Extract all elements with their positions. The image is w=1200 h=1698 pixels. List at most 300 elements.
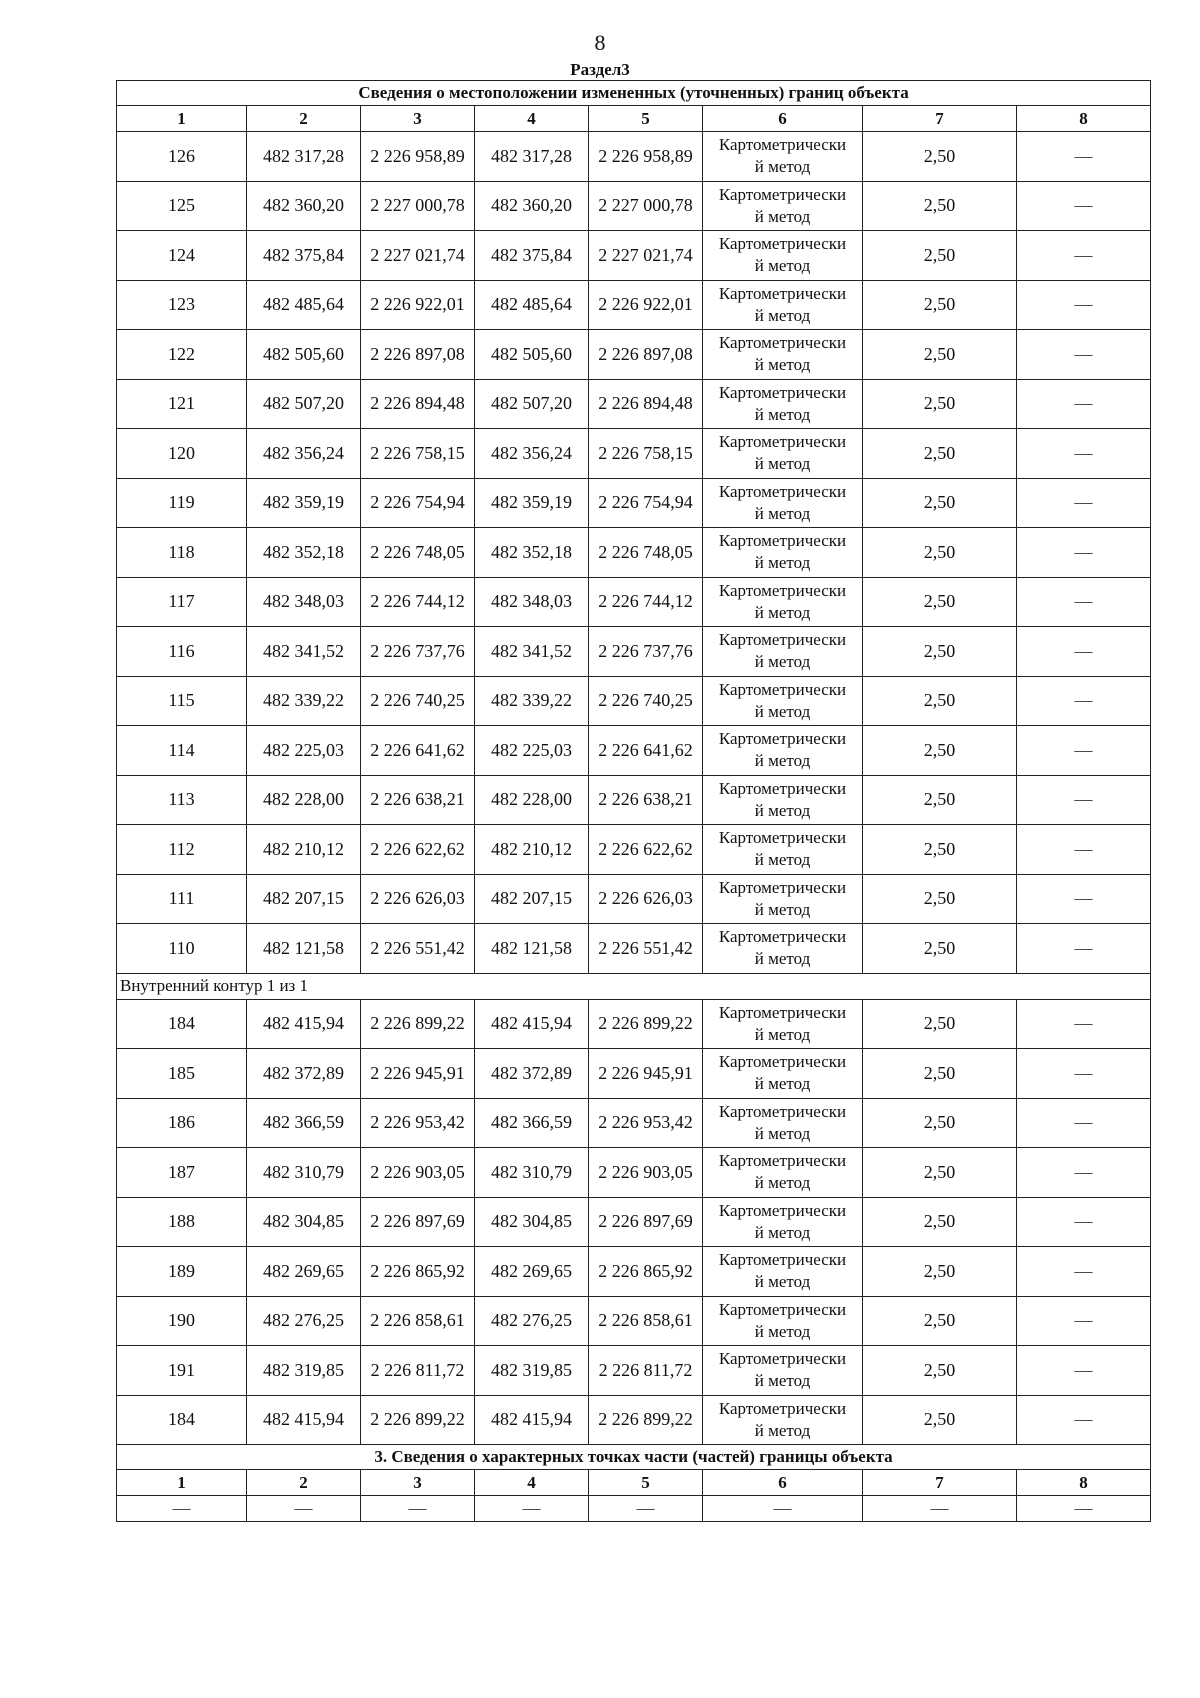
method-cell (703, 1098, 863, 1148)
y-existing-cell: 2 226 858,61 (361, 1296, 475, 1346)
x-existing-cell: 482 210,12 (247, 825, 361, 875)
x-existing-cell: 482 310,79 (247, 1148, 361, 1198)
method-line-1: Картометрически (718, 481, 847, 501)
y-existing-cell: 2 226 945,91 (361, 1049, 475, 1099)
part-column-number: 3 (361, 1470, 475, 1496)
note-cell: — (1017, 478, 1151, 528)
x-new-cell: 482 507,20 (475, 379, 589, 429)
y-existing-cell: 2 226 626,03 (361, 874, 475, 924)
y-existing-cell: 2 226 894,48 (361, 379, 475, 429)
x-new-cell: 482 269,65 (475, 1247, 589, 1297)
method-line-1: Картометрически (718, 630, 847, 650)
note-cell: — (1017, 627, 1151, 677)
method-line-2: й метод (754, 949, 811, 969)
section-title: Раздел3 (570, 60, 630, 79)
table-row (117, 1049, 1151, 1099)
y-new-cell: 2 226 737,76 (589, 627, 703, 677)
note-cell: — (1017, 280, 1151, 330)
precision-cell: 2,50 (863, 478, 1017, 528)
y-new-cell: 2 226 641,62 (589, 726, 703, 776)
method-line-1: Картометрически (718, 1250, 847, 1270)
y-existing-cell: 2 226 748,05 (361, 528, 475, 578)
x-existing-cell: 482 366,59 (247, 1098, 361, 1148)
x-new-cell: 482 505,60 (475, 330, 589, 380)
note-cell: — (1017, 1296, 1151, 1346)
x-new-cell: 482 415,94 (475, 999, 589, 1049)
method-line-2: й метод (754, 751, 811, 771)
method-line-1: Картометрически (718, 778, 847, 798)
method-line-2: й метод (754, 404, 811, 424)
method-line-1: Картометрически (718, 1200, 847, 1220)
method-line-1: Картометрически (718, 531, 847, 551)
point-number-cell: 117 (117, 577, 247, 627)
table-row (117, 330, 1151, 380)
method-line-1: Картометрически (718, 927, 847, 947)
note-cell: — (1017, 577, 1151, 627)
y-existing-cell: 2 226 754,94 (361, 478, 475, 528)
method-line-2: й метод (754, 1420, 811, 1440)
point-number-cell: 118 (117, 528, 247, 578)
note-cell: — (1017, 999, 1151, 1049)
x-existing-cell: 482 372,89 (247, 1049, 361, 1099)
part-caption-row (117, 1445, 1151, 1470)
table-row (117, 1395, 1151, 1445)
part-column-number: 7 (863, 1470, 1017, 1496)
column-number: 5 (589, 106, 703, 132)
note-cell: — (1017, 1049, 1151, 1099)
method-line-1: Картометрически (718, 1151, 847, 1171)
x-existing-cell: 482 356,24 (247, 429, 361, 479)
method-line-1: Картометрически (718, 580, 847, 600)
precision-cell: 2,50 (863, 775, 1017, 825)
point-number-cell: 185 (117, 1049, 247, 1099)
note-cell: — (1017, 528, 1151, 578)
empty-cell: — (1017, 1496, 1151, 1522)
y-existing-cell: 2 227 021,74 (361, 231, 475, 281)
x-new-cell: 482 485,64 (475, 280, 589, 330)
method-cell (703, 1148, 863, 1198)
part-column-number: 4 (475, 1470, 589, 1496)
method-line-1: Картометрически (718, 184, 847, 204)
precision-cell: 2,50 (863, 999, 1017, 1049)
method-cell (703, 676, 863, 726)
table-row (117, 775, 1151, 825)
note-cell: — (1017, 924, 1151, 974)
x-new-cell: 482 372,89 (475, 1049, 589, 1099)
precision-cell: 2,50 (863, 1148, 1017, 1198)
precision-cell: 2,50 (863, 1247, 1017, 1297)
method-cell (703, 478, 863, 528)
x-existing-cell: 482 485,64 (247, 280, 361, 330)
table-row (117, 999, 1151, 1049)
table-row (117, 1197, 1151, 1247)
method-cell (703, 627, 863, 677)
method-cell (703, 577, 863, 627)
note-cell: — (1017, 676, 1151, 726)
x-existing-cell: 482 319,85 (247, 1346, 361, 1396)
column-number: 2 (247, 106, 361, 132)
method-cell (703, 825, 863, 875)
part-column-number-row (117, 1470, 1151, 1496)
table-row (117, 924, 1151, 974)
y-existing-cell: 2 226 758,15 (361, 429, 475, 479)
x-new-cell: 482 356,24 (475, 429, 589, 479)
point-number-cell: 191 (117, 1346, 247, 1396)
point-number-cell: 184 (117, 999, 247, 1049)
y-new-cell: 2 226 865,92 (589, 1247, 703, 1297)
column-number: 1 (117, 106, 247, 132)
precision-cell: 2,50 (863, 874, 1017, 924)
table-row (117, 528, 1151, 578)
x-existing-cell: 482 352,18 (247, 528, 361, 578)
method-cell (703, 775, 863, 825)
note-cell: — (1017, 874, 1151, 924)
method-cell (703, 874, 863, 924)
table-row (117, 1098, 1151, 1148)
point-number-cell: 189 (117, 1247, 247, 1297)
table-row (117, 1148, 1151, 1198)
method-line-1: Картометрически (718, 828, 847, 848)
point-number-cell: 112 (117, 825, 247, 875)
precision-cell: 2,50 (863, 924, 1017, 974)
method-line-1: Картометрически (718, 135, 847, 155)
note-cell: — (1017, 330, 1151, 380)
method-line-2: й метод (754, 454, 811, 474)
y-existing-cell: 2 226 641,62 (361, 726, 475, 776)
x-new-cell: 482 348,03 (475, 577, 589, 627)
contour-label-row (117, 973, 1151, 999)
note-cell: — (1017, 231, 1151, 281)
y-new-cell: 2 226 758,15 (589, 429, 703, 479)
note-cell: — (1017, 1098, 1151, 1148)
y-existing-cell: 2 226 899,22 (361, 1395, 475, 1445)
y-new-cell: 2 226 811,72 (589, 1346, 703, 1396)
empty-cell: — (589, 1496, 703, 1522)
point-number-cell: 119 (117, 478, 247, 528)
note-cell: — (1017, 775, 1151, 825)
method-line-2: й метод (754, 1371, 811, 1391)
y-new-cell: 2 226 903,05 (589, 1148, 703, 1198)
y-new-cell: 2 227 000,78 (589, 181, 703, 231)
method-line-1: Картометрически (718, 1002, 847, 1022)
point-number-cell: 124 (117, 231, 247, 281)
method-line-2: й метод (754, 652, 811, 672)
part-column-number: 8 (1017, 1470, 1151, 1496)
method-cell (703, 429, 863, 479)
table-caption-row (117, 81, 1151, 106)
x-new-cell: 482 210,12 (475, 825, 589, 875)
table-row (117, 280, 1151, 330)
precision-cell: 2,50 (863, 1197, 1017, 1247)
y-existing-cell: 2 226 737,76 (361, 627, 475, 677)
y-new-cell: 2 226 897,08 (589, 330, 703, 380)
method-cell (703, 132, 863, 182)
table-row (117, 874, 1151, 924)
method-line-2: й метод (754, 850, 811, 870)
x-new-cell: 482 352,18 (475, 528, 589, 578)
x-new-cell: 482 310,79 (475, 1148, 589, 1198)
method-line-1: Картометрически (718, 1398, 847, 1418)
empty-cell: — (703, 1496, 863, 1522)
empty-cell: — (361, 1496, 475, 1522)
point-number-cell: 126 (117, 132, 247, 182)
table-row (117, 181, 1151, 231)
contour-label: Внутренний контур 1 из 1 (117, 973, 1151, 999)
method-cell (703, 924, 863, 974)
method-line-1: Картометрически (718, 283, 847, 303)
method-line-1: Картометрически (718, 1299, 847, 1319)
x-existing-cell: 482 507,20 (247, 379, 361, 429)
method-cell (703, 1197, 863, 1247)
precision-cell: 2,50 (863, 132, 1017, 182)
x-new-cell: 482 366,59 (475, 1098, 589, 1148)
table-row (117, 627, 1151, 677)
method-line-1: Картометрически (718, 1349, 847, 1369)
y-existing-cell: 2 226 551,42 (361, 924, 475, 974)
table-row (117, 1346, 1151, 1396)
note-cell: — (1017, 1395, 1151, 1445)
method-line-2: й метод (754, 1173, 811, 1193)
point-number-cell: 120 (117, 429, 247, 479)
y-new-cell: 2 226 858,61 (589, 1296, 703, 1346)
method-line-1: Картометрически (718, 382, 847, 402)
precision-cell: 2,50 (863, 1346, 1017, 1396)
y-new-cell: 2 226 945,91 (589, 1049, 703, 1099)
x-existing-cell: 482 304,85 (247, 1197, 361, 1247)
point-number-cell: 184 (117, 1395, 247, 1445)
x-new-cell: 482 415,94 (475, 1395, 589, 1445)
x-existing-cell: 482 269,65 (247, 1247, 361, 1297)
point-number-cell: 113 (117, 775, 247, 825)
method-line-1: Картометрически (718, 333, 847, 353)
y-new-cell: 2 226 953,42 (589, 1098, 703, 1148)
y-existing-cell: 2 226 744,12 (361, 577, 475, 627)
x-new-cell: 482 228,00 (475, 775, 589, 825)
part-caption: 3. Сведения о характерных точках части (частей) границы объекта (117, 1445, 1151, 1470)
method-cell (703, 999, 863, 1049)
method-line-1: Картометрически (718, 1052, 847, 1072)
method-line-2: й метод (754, 206, 811, 226)
y-new-cell: 2 226 748,05 (589, 528, 703, 578)
table-row (117, 825, 1151, 875)
y-existing-cell: 2 226 897,69 (361, 1197, 475, 1247)
x-existing-cell: 482 225,03 (247, 726, 361, 776)
method-line-2: й метод (754, 800, 811, 820)
precision-cell: 2,50 (863, 379, 1017, 429)
part-column-number: 5 (589, 1470, 703, 1496)
table-row (117, 726, 1151, 776)
empty-cell: — (475, 1496, 589, 1522)
note-cell: — (1017, 726, 1151, 776)
part-column-number: 1 (117, 1470, 247, 1496)
y-new-cell: 2 226 899,22 (589, 999, 703, 1049)
point-number-cell: 114 (117, 726, 247, 776)
method-line-2: й метод (754, 305, 811, 325)
method-cell (703, 330, 863, 380)
y-existing-cell: 2 226 953,42 (361, 1098, 475, 1148)
column-number: 3 (361, 106, 475, 132)
empty-cell: — (247, 1496, 361, 1522)
point-number-cell: 187 (117, 1148, 247, 1198)
y-existing-cell: 2 227 000,78 (361, 181, 475, 231)
point-number-cell: 121 (117, 379, 247, 429)
y-existing-cell: 2 226 865,92 (361, 1247, 475, 1297)
method-cell (703, 280, 863, 330)
precision-cell: 2,50 (863, 231, 1017, 281)
part-empty-row (117, 1496, 1151, 1522)
precision-cell: 2,50 (863, 1098, 1017, 1148)
precision-cell: 2,50 (863, 181, 1017, 231)
method-line-2: й метод (754, 553, 811, 573)
method-line-2: й метод (754, 503, 811, 523)
method-line-2: й метод (754, 355, 811, 375)
method-line-2: й метод (754, 1024, 811, 1044)
point-number-cell: 125 (117, 181, 247, 231)
table-row (117, 231, 1151, 281)
table-row (117, 577, 1151, 627)
method-cell (703, 1247, 863, 1297)
x-new-cell: 482 225,03 (475, 726, 589, 776)
y-new-cell: 2 227 021,74 (589, 231, 703, 281)
x-existing-cell: 482 348,03 (247, 577, 361, 627)
method-line-1: Картометрически (718, 877, 847, 897)
table-row (117, 379, 1151, 429)
column-number: 7 (863, 106, 1017, 132)
x-new-cell: 482 207,15 (475, 874, 589, 924)
note-cell: — (1017, 181, 1151, 231)
note-cell: — (1017, 1346, 1151, 1396)
method-line-1: Картометрически (718, 1101, 847, 1121)
y-new-cell: 2 226 754,94 (589, 478, 703, 528)
x-new-cell: 482 359,19 (475, 478, 589, 528)
method-line-1: Картометрически (718, 234, 847, 254)
x-existing-cell: 482 228,00 (247, 775, 361, 825)
table-row (117, 1296, 1151, 1346)
part-column-number: 6 (703, 1470, 863, 1496)
precision-cell: 2,50 (863, 528, 1017, 578)
x-new-cell: 482 360,20 (475, 181, 589, 231)
method-cell (703, 1296, 863, 1346)
method-line-2: й метод (754, 899, 811, 919)
table-row (117, 132, 1151, 182)
precision-cell: 2,50 (863, 1049, 1017, 1099)
precision-cell: 2,50 (863, 330, 1017, 380)
precision-cell: 2,50 (863, 1296, 1017, 1346)
x-existing-cell: 482 415,94 (247, 999, 361, 1049)
point-number-cell: 110 (117, 924, 247, 974)
y-new-cell: 2 226 894,48 (589, 379, 703, 429)
precision-cell: 2,50 (863, 1395, 1017, 1445)
x-new-cell: 482 319,85 (475, 1346, 589, 1396)
note-cell: — (1017, 1148, 1151, 1198)
point-number-cell: 122 (117, 330, 247, 380)
method-line-2: й метод (754, 157, 811, 177)
y-existing-cell: 2 226 811,72 (361, 1346, 475, 1396)
x-existing-cell: 482 359,19 (247, 478, 361, 528)
y-existing-cell: 2 226 622,62 (361, 825, 475, 875)
y-existing-cell: 2 226 903,05 (361, 1148, 475, 1198)
column-number: 8 (1017, 106, 1151, 132)
x-existing-cell: 482 415,94 (247, 1395, 361, 1445)
y-new-cell: 2 226 897,69 (589, 1197, 703, 1247)
y-new-cell: 2 226 626,03 (589, 874, 703, 924)
y-new-cell: 2 226 899,22 (589, 1395, 703, 1445)
point-number-cell: 186 (117, 1098, 247, 1148)
point-number-cell: 116 (117, 627, 247, 677)
y-existing-cell: 2 226 922,01 (361, 280, 475, 330)
method-cell (703, 231, 863, 281)
table-row (117, 676, 1151, 726)
note-cell: — (1017, 1247, 1151, 1297)
method-line-2: й метод (754, 256, 811, 276)
method-cell (703, 379, 863, 429)
precision-cell: 2,50 (863, 577, 1017, 627)
column-number-row (117, 106, 1151, 132)
note-cell: — (1017, 429, 1151, 479)
method-line-2: й метод (754, 1272, 811, 1292)
note-cell: — (1017, 825, 1151, 875)
x-new-cell: 482 276,25 (475, 1296, 589, 1346)
empty-cell: — (117, 1496, 247, 1522)
note-cell: — (1017, 379, 1151, 429)
note-cell: — (1017, 132, 1151, 182)
x-new-cell: 482 341,52 (475, 627, 589, 677)
y-new-cell: 2 226 922,01 (589, 280, 703, 330)
column-number: 6 (703, 106, 863, 132)
table-caption: Сведения о местоположении измененных (уточненных) границ объекта (117, 81, 1151, 106)
y-new-cell: 2 226 622,62 (589, 825, 703, 875)
x-existing-cell: 482 341,52 (247, 627, 361, 677)
precision-cell: 2,50 (863, 676, 1017, 726)
x-new-cell: 482 304,85 (475, 1197, 589, 1247)
method-line-2: й метод (754, 1074, 811, 1094)
x-existing-cell: 482 276,25 (247, 1296, 361, 1346)
y-existing-cell: 2 226 638,21 (361, 775, 475, 825)
y-existing-cell: 2 226 897,08 (361, 330, 475, 380)
method-line-2: й метод (754, 602, 811, 622)
table-row (117, 1247, 1151, 1297)
y-new-cell: 2 226 740,25 (589, 676, 703, 726)
x-existing-cell: 482 317,28 (247, 132, 361, 182)
x-existing-cell: 482 121,58 (247, 924, 361, 974)
method-line-1: Картометрически (718, 679, 847, 699)
precision-cell: 2,50 (863, 726, 1017, 776)
method-line-2: й метод (754, 1321, 811, 1341)
method-line-2: й метод (754, 1123, 811, 1143)
y-existing-cell: 2 226 899,22 (361, 999, 475, 1049)
note-cell: — (1017, 1197, 1151, 1247)
method-cell (703, 528, 863, 578)
x-new-cell: 482 339,22 (475, 676, 589, 726)
method-line-1: Картометрически (718, 729, 847, 749)
point-number-cell: 190 (117, 1296, 247, 1346)
point-number-cell: 188 (117, 1197, 247, 1247)
empty-cell: — (863, 1496, 1017, 1522)
table-row (117, 478, 1151, 528)
y-new-cell: 2 226 958,89 (589, 132, 703, 182)
x-existing-cell: 482 339,22 (247, 676, 361, 726)
precision-cell: 2,50 (863, 429, 1017, 479)
point-number-cell: 111 (117, 874, 247, 924)
method-cell (703, 1395, 863, 1445)
x-existing-cell: 482 375,84 (247, 231, 361, 281)
method-line-1: Картометрически (718, 432, 847, 452)
y-existing-cell: 2 226 958,89 (361, 132, 475, 182)
precision-cell: 2,50 (863, 627, 1017, 677)
x-new-cell: 482 121,58 (475, 924, 589, 974)
x-existing-cell: 482 207,15 (247, 874, 361, 924)
method-cell (703, 181, 863, 231)
